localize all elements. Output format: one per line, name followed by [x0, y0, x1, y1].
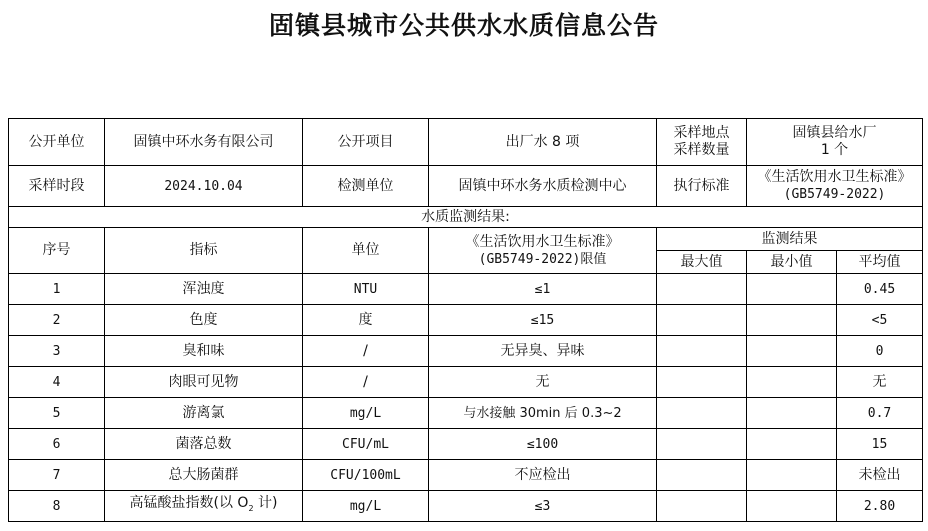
- row-min: [747, 460, 837, 491]
- row-index: 1: [9, 274, 105, 305]
- row-avg: 无: [837, 367, 923, 398]
- publish-item-label: 公开项目: [303, 119, 429, 166]
- row-min: [747, 491, 837, 522]
- table-row: [9, 398, 923, 429]
- sample-time-value: 2024.10.04: [105, 166, 303, 207]
- col-unit: 单位: [303, 228, 429, 274]
- water-quality-table: [8, 118, 923, 522]
- row-min: [747, 274, 837, 305]
- row-max: [657, 305, 747, 336]
- publish-unit-value: 固镇中环水务有限公司: [105, 119, 303, 166]
- row-min: [747, 336, 837, 367]
- row-min: [747, 305, 837, 336]
- row-unit: CFU/mL: [303, 429, 429, 460]
- row-max: [657, 429, 747, 460]
- row-indicator-prefix: 高锰酸盐指数(以 O: [129, 495, 249, 512]
- row-indicator: 色度: [105, 305, 303, 336]
- row-index: 4: [9, 367, 105, 398]
- row-min: [747, 429, 837, 460]
- table-row: [9, 274, 923, 305]
- row-avg: 2.80: [837, 491, 923, 522]
- row-indicator-sub: 2: [248, 503, 254, 513]
- row-indicator: 游离氯: [105, 398, 303, 429]
- row-min: [747, 367, 837, 398]
- sample-place-value: 固镇县给水厂: [792, 125, 877, 141]
- row-max: [657, 491, 747, 522]
- standard-value-line2: (GB5749-2022): [783, 187, 886, 202]
- test-unit-label: 检测单位: [303, 166, 429, 207]
- row-limit: 无异臭、异味: [429, 336, 657, 367]
- sample-time-label: 采样时段: [9, 166, 105, 207]
- standard-label: 执行标准: [657, 166, 747, 207]
- row-max: [657, 460, 747, 491]
- info-row-1: [9, 119, 923, 166]
- col-avg: 平均值: [837, 251, 923, 274]
- row-max: [657, 274, 747, 305]
- info-row-2: [9, 166, 923, 207]
- row-limit: 不应检出: [429, 460, 657, 491]
- table-row: [9, 367, 923, 398]
- test-unit-value: 固镇中环水务水质检测中心: [429, 166, 657, 207]
- sample-place-count-value: [747, 119, 923, 166]
- row-avg: 15: [837, 429, 923, 460]
- sample-count-value: 1 个: [820, 142, 849, 158]
- table-row: [9, 460, 923, 491]
- row-unit: mg/L: [303, 398, 429, 429]
- col-limit-line2: (GB5749-2022)限值: [478, 251, 607, 267]
- sample-count-label: 采样数量: [673, 142, 730, 158]
- row-indicator: 总大肠菌群: [105, 460, 303, 491]
- col-result: 监测结果: [657, 228, 923, 251]
- row-unit: NTU: [303, 274, 429, 305]
- table-row: [9, 429, 923, 460]
- row-index: 2: [9, 305, 105, 336]
- page-title: 固镇县城市公共供水水质信息公告: [268, 11, 659, 40]
- publish-unit-label: 公开单位: [9, 119, 105, 166]
- table-row: [9, 305, 923, 336]
- row-limit: ≤15: [429, 305, 657, 336]
- row-indicator: 肉眼可见物: [105, 367, 303, 398]
- row-avg: 0.7: [837, 398, 923, 429]
- row-index: 7: [9, 460, 105, 491]
- row-index: 5: [9, 398, 105, 429]
- row-max: [657, 336, 747, 367]
- row-indicator-suffix: 计): [253, 495, 278, 512]
- row-limit: ≤100: [429, 429, 657, 460]
- row-index: 6: [9, 429, 105, 460]
- table-row: [9, 491, 923, 522]
- row-avg: <5: [837, 305, 923, 336]
- row-min: [747, 398, 837, 429]
- standard-value-line1: 《生活饮用水卫生标准》: [757, 169, 912, 185]
- col-index: 序号: [9, 228, 105, 274]
- col-indicator: 指标: [105, 228, 303, 274]
- sample-place-count-label: [657, 119, 747, 166]
- col-min: 最小值: [747, 251, 837, 274]
- row-limit: 无: [429, 367, 657, 398]
- row-unit: /: [303, 336, 429, 367]
- row-limit: ≤1: [429, 274, 657, 305]
- row-avg: 未检出: [837, 460, 923, 491]
- row-max: [657, 367, 747, 398]
- row-unit: 度: [303, 305, 429, 336]
- table-row: [9, 336, 923, 367]
- row-indicator: [105, 491, 303, 522]
- row-unit: mg/L: [303, 491, 429, 522]
- row-max: [657, 398, 747, 429]
- section-title: 水质监测结果:: [9, 207, 923, 228]
- row-indicator: 臭和味: [105, 336, 303, 367]
- row-index: 8: [9, 491, 105, 522]
- col-max: 最大值: [657, 251, 747, 274]
- column-header-row-1: [9, 228, 923, 251]
- publish-item-value: 出厂水 8 项: [429, 119, 657, 166]
- col-limit: [429, 228, 657, 274]
- row-limit: ≤3: [429, 491, 657, 522]
- col-limit-line1: 《生活饮用水卫生标准》: [465, 233, 620, 250]
- row-index: 3: [9, 336, 105, 367]
- row-limit: 与水接触 30min 后 0.3~2: [429, 398, 657, 429]
- row-avg: 0: [837, 336, 923, 367]
- row-unit: /: [303, 367, 429, 398]
- section-row: [9, 207, 923, 228]
- standard-value: [747, 166, 923, 207]
- sample-place-label: 采样地点: [673, 125, 730, 141]
- row-indicator: 菌落总数: [105, 429, 303, 460]
- row-unit: CFU/100mL: [303, 460, 429, 491]
- row-indicator: 浑浊度: [105, 274, 303, 305]
- row-avg: 0.45: [837, 274, 923, 305]
